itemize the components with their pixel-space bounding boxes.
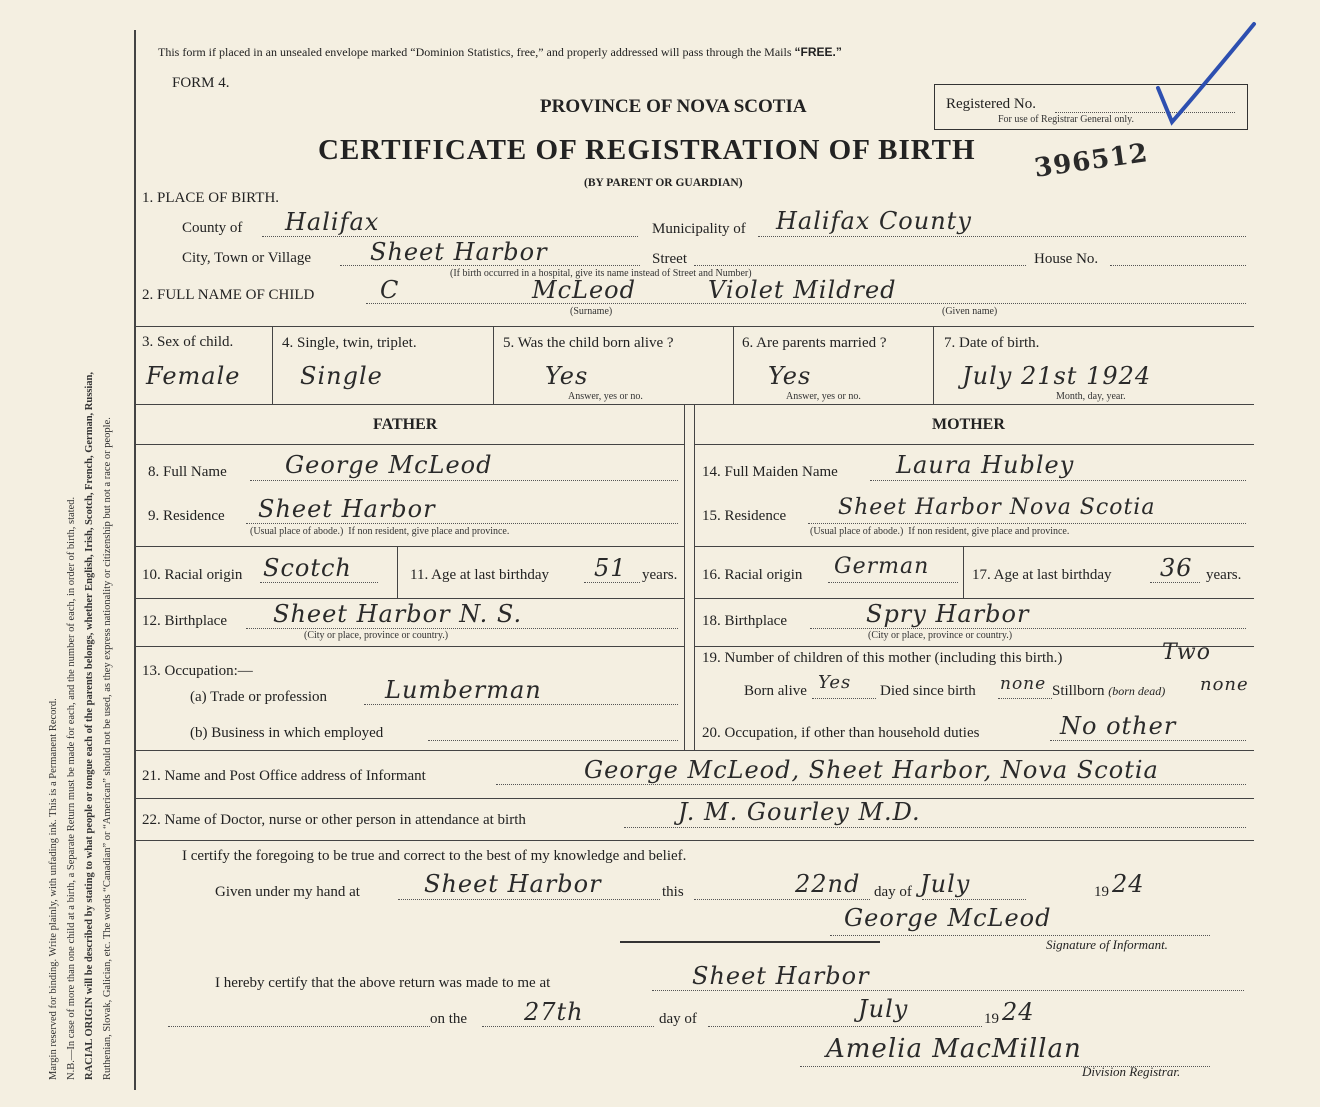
- side-note-multiple-births: N.B.—In case of more than one child at a birth, a Separate Return must be made for each, and the number of each, in order of birth, stated.: [66, 496, 77, 1080]
- father-mother-divider-b: [694, 404, 695, 750]
- registered-number: 396512: [1032, 138, 1151, 184]
- mother-name-value: Laura Hubley: [896, 451, 1075, 479]
- registrar-year-prefix: 19: [984, 1011, 999, 1027]
- given-month-value: July: [920, 870, 971, 898]
- father-birthplace-line: [246, 628, 678, 629]
- father-name-value: George McLeod: [285, 451, 493, 479]
- hospital-note: (If birth occurred in a hospital, give its name instead of Street and Number): [450, 268, 752, 279]
- informant-value: George McLeod, Sheet Harbor, Nova Scotia: [584, 756, 1159, 784]
- mother-age-value: 36: [1160, 554, 1193, 582]
- col-divider-3: [733, 326, 734, 404]
- born-alive-label: 5. Was the child born alive ?: [503, 335, 674, 351]
- father-name-line: [250, 480, 678, 481]
- born-alive-count-line: [812, 698, 876, 699]
- certificate-subtitle: (BY PARENT OR GUARDIAN): [584, 177, 743, 189]
- mother-age-unit: years.: [1206, 567, 1242, 583]
- married-caption: Answer, yes or no.: [786, 391, 861, 402]
- given-year-prefix: 19: [1094, 884, 1109, 900]
- doctor-value: J. M. Gourley M.D.: [678, 798, 921, 826]
- col-divider-4: [933, 326, 934, 404]
- child-name-label: 2. FULL NAME OF CHILD: [142, 287, 315, 303]
- surname-caption: (Surname): [570, 306, 613, 317]
- father-occupation-label: 13. Occupation:—: [142, 663, 253, 679]
- mail-notice: [158, 45, 842, 60]
- father-residence-caption-b: If non resident, give place and province.: [348, 526, 510, 537]
- mail-notice-text: This form if placed in an unsealed envelope marked “Dominion Statistics, free,” and properly addressed will pass through the Mails: [158, 45, 792, 59]
- father-trade-label: (a) Trade or profession: [190, 689, 328, 705]
- stillborn-value: none: [1200, 674, 1249, 695]
- given-year-value: 24: [1112, 870, 1145, 898]
- mother-occupation-value: No other: [1060, 712, 1177, 740]
- mother-heading: MOTHER: [932, 416, 1005, 433]
- mother-residence-label: 15. Residence: [702, 508, 787, 524]
- row-divider-top: [136, 326, 1254, 327]
- registrar-year-value: 24: [1002, 998, 1035, 1026]
- city-label: City, Town or Village: [182, 250, 312, 266]
- informant-signature-caption: Signature of Informant.: [1046, 937, 1168, 952]
- mother-occupation-label: 20. Occupation, if other than household duties: [702, 725, 980, 741]
- plurality-value: Single: [300, 362, 383, 390]
- mother-heading-rule: [694, 444, 1254, 445]
- registered-label: Registered No.: [946, 96, 1036, 112]
- county-line: [262, 236, 638, 237]
- registrar-place-value: Sheet Harbor: [692, 962, 870, 990]
- municipality-line: [758, 236, 1246, 237]
- certification-rule-top: [136, 840, 1254, 841]
- registrar-day-value: 27th: [524, 998, 584, 1026]
- municipality-value: Halifax County: [776, 207, 972, 235]
- child-given-value: Violet Mildred: [708, 276, 897, 304]
- father-rule-3: [136, 646, 684, 647]
- father-birthplace-caption: (City or place, province or country.): [304, 630, 449, 641]
- father-birthplace-label: 12. Birthplace: [142, 613, 227, 629]
- father-residence-value: Sheet Harbor: [258, 495, 436, 523]
- mother-residence-caption-b: If non resident, give place and province.: [908, 526, 1070, 537]
- died-since-birth-line: [998, 698, 1052, 699]
- dob-value: July 21st 1924: [962, 362, 1152, 390]
- registrar-month-line: [708, 1026, 982, 1027]
- informant-signature-rule: [620, 941, 880, 943]
- stillborn-note: (born dead): [1108, 684, 1166, 698]
- registrar-day-of-label: day of: [659, 1011, 697, 1027]
- registrar-lead-line: [168, 1026, 430, 1027]
- father-mother-divider-a: [684, 404, 685, 750]
- city-value: Sheet Harbor: [370, 238, 548, 266]
- registrar-caption: Division Registrar.: [1082, 1064, 1181, 1079]
- certificate-title: CERTIFICATE OF REGISTRATION OF BIRTH: [318, 134, 976, 166]
- father-birthplace-value: Sheet Harbor N. S.: [273, 600, 523, 628]
- mother-residence-caption: [810, 526, 1069, 537]
- on-the-label: on the: [430, 1011, 468, 1027]
- father-racial-divider: [397, 546, 398, 598]
- children-count-label: 19. Number of children of this mother (including this birth.): [702, 650, 1063, 666]
- father-age-value: 51: [594, 554, 627, 582]
- place-of-birth-heading: 1. PLACE OF BIRTH.: [142, 190, 280, 206]
- house-line: [1110, 265, 1246, 266]
- father-residence-line: [246, 523, 678, 524]
- dob-caption: Month, day, year.: [1056, 391, 1126, 402]
- county-value: Halifax: [285, 208, 380, 236]
- father-rule-2: [136, 598, 684, 599]
- father-heading: FATHER: [373, 416, 438, 433]
- doctor-label: 22. Name of Doctor, nurse or other person in attendance at birth: [142, 812, 526, 828]
- child-name-prefix: C: [380, 276, 400, 304]
- died-since-birth-value: none: [1000, 674, 1047, 694]
- father-racial-line: [260, 582, 378, 583]
- informant-line: [496, 784, 1246, 785]
- father-racial-label: 10. Racial origin: [142, 567, 243, 583]
- plurality-label: 4. Single, twin, triplet.: [282, 335, 417, 351]
- given-place-line: [398, 899, 660, 900]
- given-under-label: Given under my hand at: [215, 884, 360, 900]
- registered-note: For use of Registrar General only.: [998, 114, 1134, 125]
- row-divider-bottom: [136, 404, 1254, 405]
- born-alive-value: Yes: [545, 362, 589, 390]
- died-since-birth-label: Died since birth: [880, 683, 976, 699]
- father-rule-1: [136, 546, 684, 547]
- father-residence-caption: [250, 526, 509, 537]
- mother-racial-value: German: [834, 554, 930, 579]
- father-residence-label: 9. Residence: [148, 508, 225, 524]
- county-label: County of: [182, 220, 243, 236]
- mother-residence-value: Sheet Harbor Nova Scotia: [838, 495, 1156, 520]
- registrar-signature: Amelia MacMillan: [826, 1034, 1082, 1064]
- born-alive-caption: Answer, yes or no.: [568, 391, 643, 402]
- informant-signature-line: [830, 935, 1210, 936]
- house-label: House No.: [1034, 251, 1099, 267]
- mother-age-label: 17. Age at last birthday: [972, 567, 1112, 583]
- mother-name-line: [870, 480, 1246, 481]
- father-trade-line: [364, 704, 678, 705]
- given-day-line: [694, 899, 870, 900]
- side-note-racial-origin: RACIAL ORIGIN will be described by stating to what people or tongue each of the parents belongs, whether English, Irish, Scotch, French, German, Russian,: [84, 371, 95, 1080]
- mother-birthplace-label: 18. Birthplace: [702, 613, 787, 629]
- street-label: Street: [652, 251, 687, 267]
- sex-value: Female: [146, 362, 241, 390]
- mother-racial-divider: [963, 546, 964, 598]
- children-count-value: Two: [1162, 640, 1211, 665]
- mother-rule-1: [694, 546, 1254, 547]
- this-label: this: [662, 884, 684, 900]
- registrar-statement: I hereby certify that the above return was made to me at: [215, 975, 551, 991]
- dob-label: 7. Date of birth.: [944, 335, 1040, 351]
- side-note-binding: Margin reserved for binding. Write plainly, with unfading ink. This is a Permanent Record.: [48, 698, 59, 1080]
- registrar-month-value: July: [858, 995, 909, 1023]
- mother-age-line: [1150, 582, 1200, 583]
- given-day-of-label: day of: [874, 884, 912, 900]
- street-line: [694, 265, 1026, 266]
- informant-signature: George McLeod: [844, 904, 1052, 932]
- father-trade-value: Lumberman: [385, 676, 542, 704]
- mother-birthplace-line: [810, 628, 1246, 629]
- side-note-racial-origin-cont: Ruthenian, Slovak, Galician, etc. The words “Canadian” or “American” should not be used, as they express nationality or citizenship but not a race or people.: [102, 417, 113, 1080]
- married-value: Yes: [768, 362, 812, 390]
- doctor-line: [624, 827, 1246, 828]
- born-alive-count-label: Born alive: [744, 683, 807, 699]
- mother-birthplace-caption: (City or place, province or country.): [868, 630, 1013, 641]
- margin-line: [134, 30, 136, 1090]
- father-racial-value: Scotch: [263, 554, 352, 582]
- stillborn-label-text: Stillborn: [1052, 683, 1105, 699]
- mother-occupation-line: [1050, 740, 1246, 741]
- informant-rule-top: [136, 750, 1254, 751]
- father-age-label: 11. Age at last birthday: [410, 567, 549, 583]
- province-title: PROVINCE OF NOVA SCOTIA: [540, 96, 807, 117]
- given-day-value: 22nd: [795, 870, 861, 898]
- mother-residence-line: [808, 523, 1246, 524]
- informant-label: 21. Name and Post Office address of Informant: [142, 768, 426, 784]
- col-divider-2: [493, 326, 494, 404]
- registrar-day-line: [482, 1026, 654, 1027]
- child-surname-value: McLeod: [532, 276, 636, 304]
- registrar-place-line: [652, 990, 1244, 991]
- father-age-unit: years.: [642, 567, 678, 583]
- col-divider-1: [272, 326, 273, 404]
- mother-residence-caption-a: (Usual place of abode.): [810, 526, 904, 537]
- blue-check-mark: [1150, 18, 1260, 138]
- father-business-label: (b) Business in which employed: [190, 725, 384, 741]
- stillborn-label: [1052, 683, 1165, 700]
- mother-racial-line: [828, 582, 958, 583]
- father-name-label: 8. Full Name: [148, 464, 227, 480]
- father-age-line: [584, 582, 640, 583]
- municipality-label: Municipality of: [652, 221, 746, 237]
- sex-label: 3. Sex of child.: [142, 334, 234, 350]
- mother-racial-label: 16. Racial origin: [702, 567, 803, 583]
- mother-name-label: 14. Full Maiden Name: [702, 464, 838, 480]
- married-label: 6. Are parents married ?: [742, 335, 887, 351]
- given-place-value: Sheet Harbor: [424, 870, 602, 898]
- father-business-line: [428, 740, 678, 741]
- mother-rule-2: [694, 598, 1254, 599]
- mother-birthplace-value: Spry Harbor: [866, 600, 1030, 628]
- born-alive-count-value: Yes: [818, 672, 852, 693]
- certify-statement: I certify the foregoing to be true and correct to the best of my knowledge and belief.: [182, 848, 687, 864]
- given-caption: (Given name): [942, 306, 998, 317]
- given-month-line: [922, 899, 1026, 900]
- mail-notice-free: “FREE.”: [794, 45, 842, 59]
- form-number: FORM 4.: [172, 75, 230, 91]
- father-heading-rule: [136, 444, 684, 445]
- father-residence-caption-a: (Usual place of abode.): [250, 526, 344, 537]
